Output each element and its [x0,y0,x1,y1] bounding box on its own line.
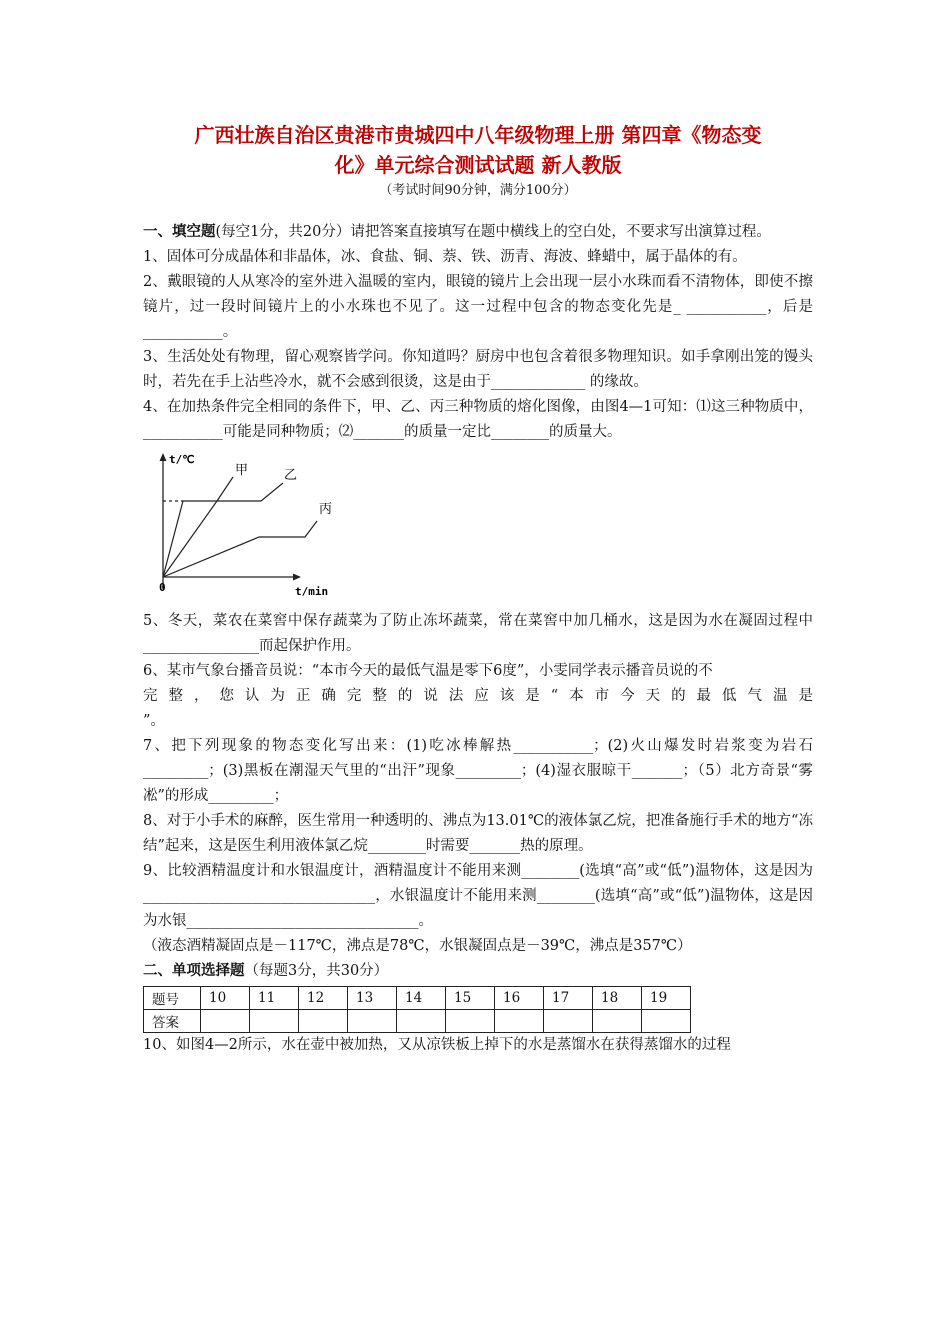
question-number-cell: 13 [348,987,397,1010]
curve-bing [163,521,317,577]
question-1: 1、固体可分成晶体和非晶体，冰、食盐、铜、萘、铁、沥青、海波、蜂蜡中，属于晶体的有。 [143,249,747,265]
answer-cell[interactable] [250,1010,299,1033]
exam-title [143,120,813,180]
section-2-desc: （每题3分，共30分） [244,963,389,979]
title-line-1: 广西壮族自治区贵港市贵城四中八年级物理上册 第四章《物态变 [194,123,762,147]
answer-cell[interactable] [544,1010,593,1033]
label-bing: 丙 [319,502,333,517]
question-number-cell: 18 [593,987,642,1010]
question-9: 9、比较酒精温度计和水银温度计，酒精温度计不能用来测________(选填“高”或“低”)温物体，这是因为________________________________，水银温度计不能用来测________(选填“高”或“低”)温物体，这是因为水银________________________________。 [143,863,813,929]
question-number-cell: 14 [397,987,446,1010]
question-number-cell: 12 [299,987,348,1010]
section-1-header [143,220,813,245]
question-6-line-1: 6、某市气象台播音员说：“本市今天的最低气温是零下6度”，小雯同学表示播音员说的不 [143,663,713,679]
question-number-cell: 15 [446,987,495,1010]
y-axis-arrow [160,453,167,461]
answer-cell[interactable] [201,1010,250,1033]
question-4: 4、在加热条件完全相同的条件下，甲、乙、丙三种物质的熔化图像，由图4—1可知：⑴这三种物质中，___________可能是同种物质；⑵_______的质量一定比________的质量大。 [143,399,813,440]
label-yi: 乙 [284,468,298,483]
answer-cell[interactable] [299,1010,348,1033]
answer-cell[interactable] [593,1010,642,1033]
answer-cell[interactable] [446,1010,495,1033]
x-axis-arrow [293,574,301,581]
question-5: 5、冬天，菜农在菜窖中保存蔬菜为了防止冻坏蔬菜，常在菜窖中加几桶水，这是因为水在凝固过程中________________而起保护作用。 [143,613,813,654]
answer-cell[interactable] [495,1010,544,1033]
question-number-cell: 16 [495,987,544,1010]
answer-row [144,1010,691,1033]
question-number-cell: 19 [642,987,691,1010]
row-label-number: 题号 [144,987,201,1010]
question-10: 10、如图4—2所示，水在壶中被加热，又从凉铁板上掉下的水是蒸馏水在获得蒸馏水的过程 [143,1037,731,1053]
answer-cell[interactable] [642,1010,691,1033]
question-7: 7、把下列现象的物态变化写出来：(1)吃冰棒解热___________；(2)火山爆发时岩浆变为岩石_________；(3)黑板在潮湿天气里的“出汗”现象_________；(4)湿衣服晾干_______；（5）北方奇景“雾凇”的形成_________； [143,738,813,804]
answer-cell[interactable] [348,1010,397,1033]
curve-yi [163,483,283,577]
melting-graph [147,449,347,599]
section-1-desc: (每空1分，共20分）请把答案直接填写在题中横线上的空白处，不要求写出演算过程。 [215,224,771,240]
x-axis-label: t/min [295,585,329,598]
section-1-heading: 一、填空题 [143,224,216,240]
exam-subtitle: （考试时间90分钟，满分100分） [379,183,577,198]
question-9-note: （液态酒精凝固点是－117℃，沸点是78℃，水银凝固点是－39℃，沸点是357℃） [143,938,692,954]
question-number-row [144,987,691,1010]
question-2: 2、戴眼镜的人从寒冷的室外进入温暖的室内，眼镜的镜片上会出现一层小水珠而看不清物体，即使不擦镜片，过一段时间镜片上的小水珠也不见了。这一过程中包含的物态变化先是_ ___________，后是___________。 [143,274,813,340]
question-6 [143,659,813,734]
question-number-cell: 10 [201,987,250,1010]
section-2-heading: 二、单项选择题 [143,963,245,979]
question-number-cell: 17 [544,987,593,1010]
answer-cell[interactable] [397,1010,446,1033]
title-line-2: 化》单元综合测试试题 新人教版 [334,153,622,177]
question-number-cell: 11 [250,987,299,1010]
section-2-header [143,959,813,984]
question-8: 8、对于小手术的麻醉，医生常用一种透明的、沸点为13.01℃的液体氯乙烷，把准备施行手术的地方“冻结”起来，这是医生利用液体氯乙烷________时需要_______热的原理。 [143,813,813,854]
exam-page [143,120,813,1058]
origin-label: 0 [159,581,166,594]
question-6-line-3: ”。 [143,713,165,729]
label-jia: 甲 [235,463,249,478]
question-6-line-2: 完整，您认为正确完整的说法应该是“本市今天的最低气温是 [143,688,813,704]
question-3: 3、生活处处有物理，留心观察皆学问。你知道吗？厨房中也包含着很多物理知识。如手拿刚出笼的馒头时，若先在手上沾些冷水，就不会感到很烫，这是由于_____________ 的缘故。 [143,349,813,390]
row-label-answer: 答案 [144,1010,201,1033]
y-axis-label: t/℃ [169,453,195,466]
answer-table [143,986,691,1033]
